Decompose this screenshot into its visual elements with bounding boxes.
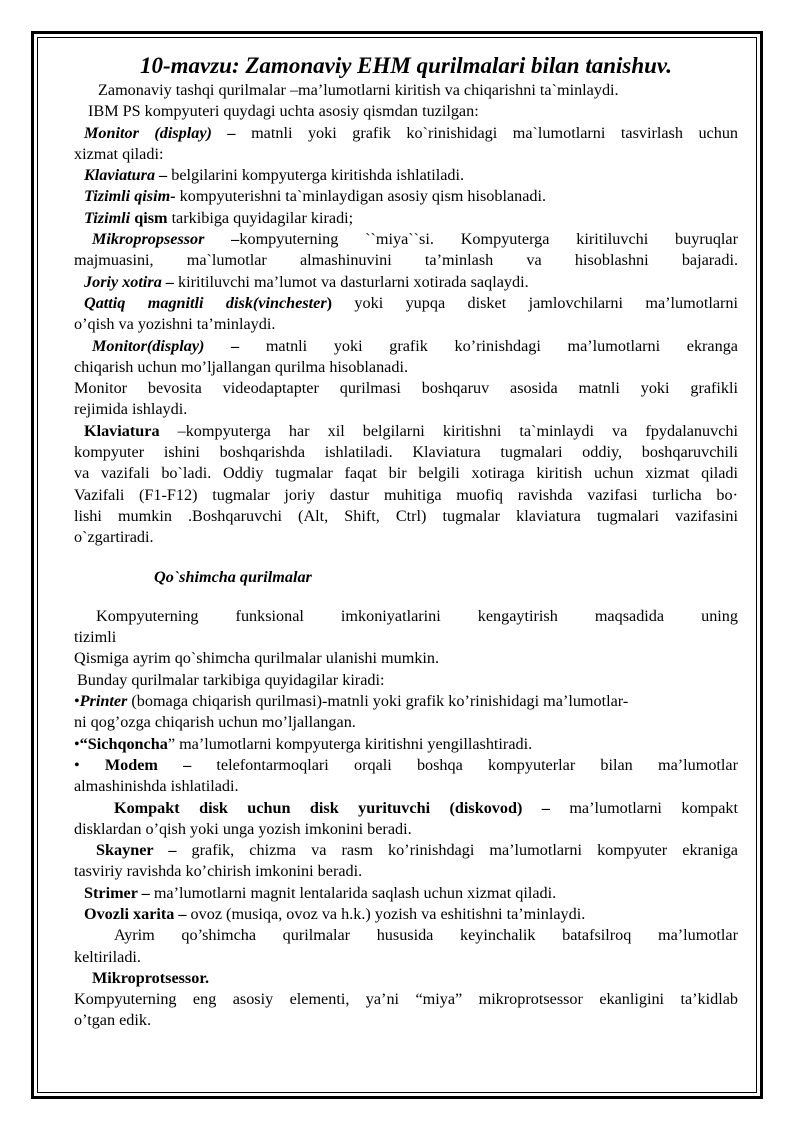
monitor-videoadapter-line-1: Monitor bevosita videodaptapter qurilmasi boshqaruv asosida matnli yoki grafikli <box>74 379 738 398</box>
monitor-definition-line-2: xizmat qiladi: <box>74 144 164 163</box>
mikroprotsessor-term: Mikropropsessor – <box>92 230 240 249</box>
klaviatura-definition: Klaviatura – belgilarini kompyuterga kiritishda ishlatiladi. <box>84 166 465 185</box>
skayner-line-2: tasviriy ravishda ko’chirish imkonini beradi. <box>74 862 363 881</box>
klaviatura-paragraph-line-3: va vazifali bo`ladi. Oddiy tugmalar faqat bir belgili xotiraga kiritish uchun xizmat qiladi <box>74 464 738 483</box>
modem-item-line-1: • Modem – telefontarmoqlari orqali boshqa kompyuterlar bilan ma’lumotlar <box>74 755 738 774</box>
klaviatura-bold-term: Klaviatura <box>84 421 178 440</box>
ovozli-xarita-item: Ovozli xarita – ovoz (musiqa, ovoz va h.k.) yozish va eshitishni ta’minlaydi. <box>84 904 586 923</box>
modem-term: Modem – <box>104 755 192 774</box>
klaviatura-paragraph-line-4: Vazifali (F1-F12) tugmalar joriy dastur muhitiga muofiq ravishda vazifasi turlicha bo· <box>74 485 738 504</box>
modem-item-line-2: almashinishda ishlatiladi. <box>74 777 239 796</box>
kompakt-disk-term: Kompakt disk uchun disk yurituvchi (diskovod) – <box>114 798 550 817</box>
mikroprotsessor-definition-line-2: majmuasini, ma`lumotlar almashinuvini ta’minlash va hisoblashni bajaradi. <box>74 251 738 270</box>
mikroprotsessor-definition-line-1: Mikropropsessor –kompyuterning ``miya``si. Kompyuterga kiritiluvchi buyruqlar <box>92 230 738 249</box>
strimer-term: Strimer – <box>84 883 150 902</box>
monitor-display-term: Monitor(display) – <box>92 336 266 355</box>
section-heading: Qo`shimcha qurilmalar <box>154 567 312 586</box>
kompakt-disk-line-2: disklardan o’qish yoki unga yozish imkonini beradi. <box>74 819 412 838</box>
printer-item-line-2: ni qog’ozga chiqarish uchun mo’ljallangan. <box>74 713 356 732</box>
monitor-display-line-1: Monitor(display) – matnli yoki grafik ko’rinishdagi ma’lumotlarni ekranga <box>92 336 738 355</box>
joriy-xotira-term: Joriy xotira – <box>84 272 178 291</box>
monitor-term: Monitor (display) – <box>84 123 252 142</box>
tizimli-qism-contents: Tizimli qism tarkibiga quyidagilar kiradi; <box>84 208 354 227</box>
klaviatura-paragraph-line-6: o`zgartiradi. <box>74 528 154 547</box>
printer-item-line-1: •Printer (bomaga chiqarish qurilmasi)-matnli yoki grafik ko’rinishidagi ma’lumotlar- <box>74 692 629 711</box>
page-title: 10-mavzu: Zamonaviy EHM qurilmalari bilan tanishuv. <box>139 53 673 78</box>
skayner-term: Skayner – <box>96 841 177 860</box>
sichqoncha-term: “Sichqoncha <box>79 734 168 753</box>
klaviatura-paragraph-line-2: kompyuter ishini boshqarishda ishlatiladi. Klaviatura tugmalari oddiy, boshqaruvchili <box>74 443 738 462</box>
monitor-videoadapter-line-2: rejimida ishlaydi. <box>74 400 188 419</box>
bullet-icon: • <box>74 692 80 711</box>
qoshimcha-intro-line-4: Bunday qurilmalar tarkibiga quyidagilar kiradi: <box>77 670 385 689</box>
mikroprotsessor-line-2: o’tgan edik. <box>74 1011 152 1030</box>
qattiq-disk-definition-line-2: o’qish va yozishni ta’minlaydi. <box>74 315 276 334</box>
intro-paragraph-2: IBM PS kompyuteri quydagi uchta asosiy qismdan tuzilgan: <box>88 102 479 121</box>
klaviatura-paragraph-line-1: Klaviatura –kompyuterga har xil belgilarni kiritishni ta`minlaydi va fpydalanuvchi <box>84 421 738 440</box>
ovozli-xarita-term: Ovozli xarita – <box>84 904 187 923</box>
monitor-definition-line-1: Monitor (display) – matnli yoki grafik ko`rinishidagi ma`lumotlarni tasvirlash uchun <box>84 123 739 142</box>
kompakt-disk-line-1: Kompakt disk uchun disk yurituvchi (diskovod) – ma’lumotlarni kompakt <box>114 798 738 817</box>
skayner-line-1: Skayner – grafik, chizma va rasm ko’rinishdagi ma’lumotlarni kompyuter ekraniga <box>96 841 738 860</box>
klaviatura-term: Klaviatura – <box>84 166 172 185</box>
qattiq-disk-term: Qattiq magnitli disk(vinchester <box>84 293 327 312</box>
bullet-icon: • <box>74 734 80 753</box>
ayrim-line-2: keltiriladi. <box>74 947 141 966</box>
mikroprotsessor-heading: Mikroprotsessor. <box>92 968 210 987</box>
bullet-icon: • <box>74 755 105 774</box>
klaviatura-paragraph-line-5: lishi mumkin .Boshqaruvchi (Alt, Shift, Ctrl) tugmalar klaviatura tugmalari vazifasini <box>74 506 738 525</box>
joriy-xotira-definition: Joriy xotira – kiritiluvchi ma’lumot va dasturlarni xotirada saqlaydi. <box>84 272 529 291</box>
tizimli-qisim-term: Tizimli qisim- <box>84 187 180 206</box>
qattiq-disk-definition-line-1: Qattiq magnitli disk(vinchester) yoki yupqa disket jamlovchilarni ma’lumotlarni <box>84 293 738 312</box>
strimer-item: Strimer – ma’lumotlarni magnit lentalarida saqlash uchun xizmat qiladi. <box>84 883 557 902</box>
intro-paragraph-1: Zamonaviy tashqi qurilmalar –ma’lumotlarni kiritish va chiqarishni ta`minlaydi. <box>98 81 619 99</box>
document-page <box>74 52 738 1032</box>
qoshimcha-intro-line-1: Kompyuterning funksional imkoniyatlarini kengaytirish maqsadida uning <box>96 606 738 625</box>
ayrim-line-1: Ayrim qo’shimcha qurilmalar hususida keyinchalik batafsilroq ma’lumotlar <box>114 926 738 945</box>
monitor-display-line-2: chiqarish uchun mo’ljallangan qurilma hisoblanadi. <box>74 357 409 376</box>
qoshimcha-intro-line-2: tizimli <box>74 628 117 647</box>
printer-term: Printer <box>79 692 128 711</box>
tizimli-qisim-definition: Tizimli qisim- kompyuterishni ta`minlaydigan asosiy qism hisoblanadi. <box>84 187 547 206</box>
qoshimcha-intro-line-3: Qismiga ayrim qo`shimcha qurilmalar ulanishi mumkin. <box>74 649 440 668</box>
sichqoncha-item: •“Sichqoncha” ma’lumotlarni kompyuterga kiritishni yengillashtiradi. <box>74 734 533 753</box>
mikroprotsessor-line-1: Kompyuterning eng asosiy elementi, ya’ni “miya” mikroprotsessor ekanligini ta’kidlab <box>74 990 738 1009</box>
